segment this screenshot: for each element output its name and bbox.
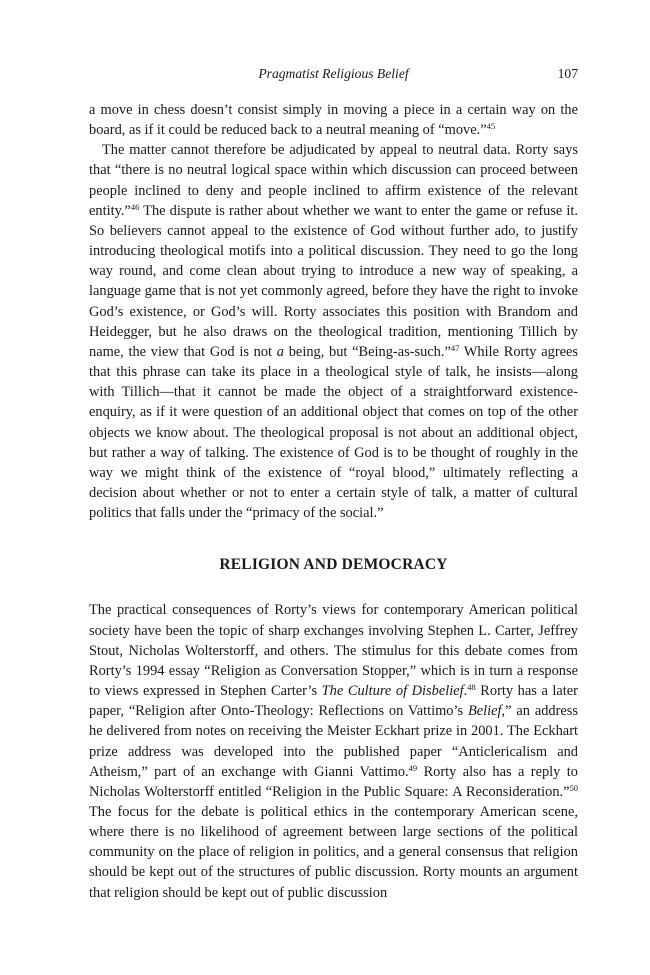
footnote-ref-49: 49 [408,762,418,773]
text-span: The practical consequences of Rorty’s views for contemporary American political society have been the topic of sharp exchanges involving Stephen L. Carter, Jeffrey Stout, Nicholas Wolterstorff, and others. The stimulus for this debate comes from Rorty’s 1994 essay “Religion as Conversation Stopper,” which is in turn a response to views expressed in Stephen Carter’s [89,602,578,700]
footnote-ref-46: 46 [130,201,140,212]
book-title-belief: Belief [467,703,502,720]
text-span: The matter cannot therefore be adjudicated by appeal to neutral data. Rorty says that “there is no neutral logical space within which discussion can proceed between people inclined to deny and people inclined to affirm existence of the relevant entity.” [89,142,578,219]
text-span: Rorty has a later paper, “Religion after Onto-Theology: Reflections on Vattimo’s [89,683,578,720]
footnote-ref-47: 47 [450,342,460,353]
page-number: 107 [557,66,578,81]
text-span: Rorty also has a reply to Nicholas Wolterstorff entitled “Religion in the Public Square: A Reconsideration.” [89,763,578,800]
running-title: Pragmatist Religious Belief [258,66,409,81]
footnote-ref-45: 45 [486,121,496,132]
text-span: being, but “Being-as-such.” [284,343,451,360]
body-text [89,100,578,903]
paragraph-continued [89,100,578,140]
text-span: The dispute is rather about whether we want to enter the game or refuse it. So believers cannot appeal to the existence of God without further ado, to justify introducing theological motifs into a political discussion. They need to go the long way round, and come clean about trying to introduce a new way of speaking, a language game that is not yet commonly agreed, before they have the right to invoke God’s existence, or God’s will. Rorty associates this position with Brandom and Heidegger, but he also draws on the theological tradition, mentioning Tillich by name, the view that God is not [89,202,578,360]
running-head [89,66,578,88]
text-span: While Rorty agrees that this phrase can take its place in a theological style of talk, he insists—along with Tillich—that it cannot be made the object of a straightforward existence-enquiry, as if it were question of an additional object that comes on top of the other objects we know about. The theological proposal is not about an additional object, but rather a way of talking. The existence of God is to be thought of roughly in the way we might think of the existence of “royal blood,” ultimately reflecting a decision about whether or not to enter a certain style of talk, a matter of cultural politics that falls under the “primacy of the social.” [89,343,578,522]
book-title-culture-of-disbelief: The Culture of Disbelief [321,683,464,700]
paragraph-religion-democracy [89,600,578,902]
paragraph-neutral-data [89,140,578,523]
section-heading: RELIGION AND DEMOCRACY [219,556,448,574]
text-span: The focus for the debate is political ethics in the contemporary American scene, where there is no likelihood of agreement between large sections of the political community on the place of religion in politics, and a general consensus that religion should be kept out of the structures of public discussion. Rorty mounts an argument that religion should be kept out of public discussion [89,804,578,901]
text-span: ,” an address he delivered from notes on receiving the Meister Eckhart prize in 2001. The Eckhart prize address was developed into the published paper “Anticlericalism and Atheism,” part of an exchange with Gianni Vattimo. [89,703,579,780]
text-span: a move in chess doesn’t consist simply in moving a piece in a certain way on the board, as if it could be reduced back to a neutral meaning of “move.” [89,102,578,139]
footnote-ref-48: 48 [467,682,476,693]
italic-a: a [276,343,284,360]
book-page [89,66,578,903]
footnote-ref-50: 50 [569,782,578,793]
text-span: . [463,683,468,700]
